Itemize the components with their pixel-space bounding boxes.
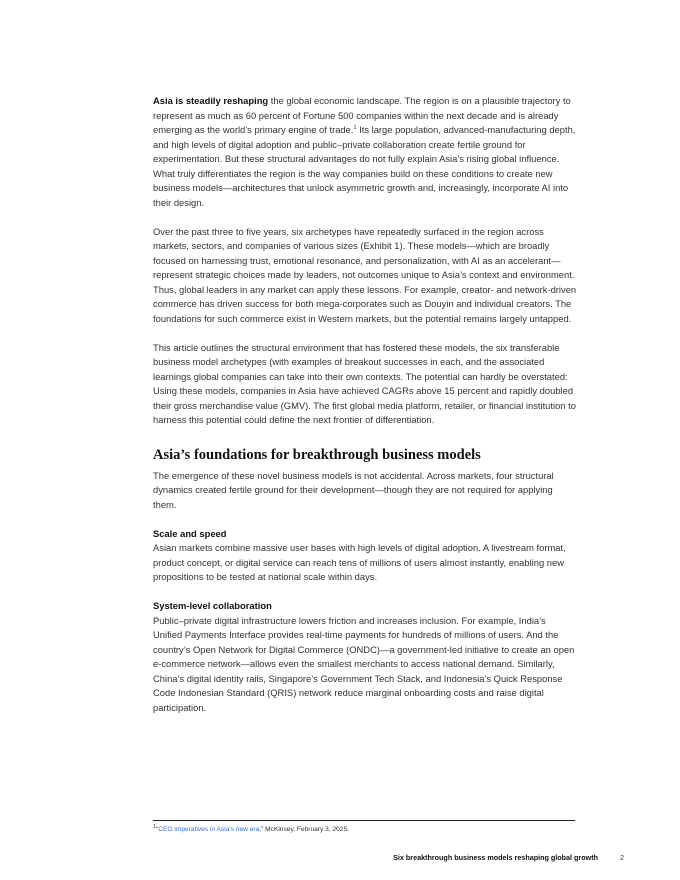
footnote-divider — [153, 820, 575, 821]
lead-phrase: Asia is steadily reshaping — [153, 95, 269, 106]
footnote — [153, 823, 349, 833]
subsection-body-scale: Asian markets combine massive user bases with high levels of digital adoption. A livestream format, product concept, or digital service can reach tens of millions of users almost instantly, enabling new propositions to be tested at national scale within days. — [153, 542, 566, 582]
footnote-link[interactable]: CEO imperatives in Asia’s new era — [158, 826, 260, 833]
section-intro: The emergence of these novel business models is not accidental. Across markets, four structural dynamics created fertile ground for their development—though they are not required for applying them. — [153, 469, 554, 510]
intro-paragraph-3: This article outlines the structural environment that has fostered these models, the six transferable business model archetypes (with examples of breakout successes in each, and the associated learnings global companies can take into their own contexts. The potential can hardly be overstated: Using these models, companies in Asia have achieved CAGRs above 15 percent and rapidly doubled their gross merchandise value (GMV). The first global media platform, retailer, or financial institution to harness this potential could define the next frontier of differentiation. — [153, 341, 576, 425]
subsection-title-scale: Scale and speed — [153, 527, 227, 539]
intro-paragraph-2: Over the past three to five years, six archetypes have repeatedly surfaced in the region across markets, sectors, and companies of various sizes (Exhibit 1). These models—which are broadly focused on harnessing trust, emotional resonance, and personalization, with AI as an accelerant—represent strategic choices made by leaders, not outcomes unique to Asia’s context and environment. Thus, global leaders in any market can apply these lessons. For example, creator- and network-driven commerce has driven success for both mega-corporates such as Douyin and individual creators. The foundations for such commerce exist in Western markets, but the potential remains largely untapped. — [153, 225, 577, 324]
intro-paragraph-1-text-b: Its large population, advanced-manufacturing depth, and high levels of digital adoption and public–private collaboration create fertile ground for experimentation. But these structural advantages do not fully explain Asia’s rising global influence. What truly differentiates the region is the way companies build on these conditions to create new business models—architectures that unlock asymmetric growth and, increasingly, incorporate AI into their design. — [153, 124, 576, 208]
footnote-number: 1 — [153, 823, 157, 830]
footnote-open-quote: “ — [156, 826, 159, 833]
footnote-ref[interactable]: 1 — [353, 124, 357, 131]
article-body — [153, 94, 577, 715]
subsection-title-collaboration: System-level collaboration — [153, 600, 272, 611]
subsection-body-collaboration: Public–private digital infrastructure lowers friction and increases inclusion. For example, India’s Unified Payments Interface provides real-time payments for hundreds of millions of users. And the country’s Open Network for Digital Commerce (ONDC)—a government-led initiative to create an open e-commerce network—allows even the smallest merchants to access national demand. Similarly, China’s digital identity rails, Singapore’s Government Tech Stack, and Indonesia’s Quick Response Code Indonesian Standard (QRIS) network reduce marginal onboarding costs and raise digital participation. — [153, 614, 575, 713]
footer-title: Six breakthrough business models reshaping global growth — [393, 853, 598, 862]
footnote-source: ,” McKinsey, February 3, 2025. — [259, 826, 349, 833]
intro-paragraph-1-text-a: the global economic landscape. The region is on a plausible trajectory to represent as much as 60 percent of Fortune 500 companies within the next decade and is already emerging as the world’s primary engine of trade. — [153, 95, 571, 135]
intro-paragraph-1 — [153, 94, 577, 210]
page-number: 2 — [620, 853, 624, 862]
section-heading: Asia’s foundations for breakthrough business models — [153, 446, 481, 463]
